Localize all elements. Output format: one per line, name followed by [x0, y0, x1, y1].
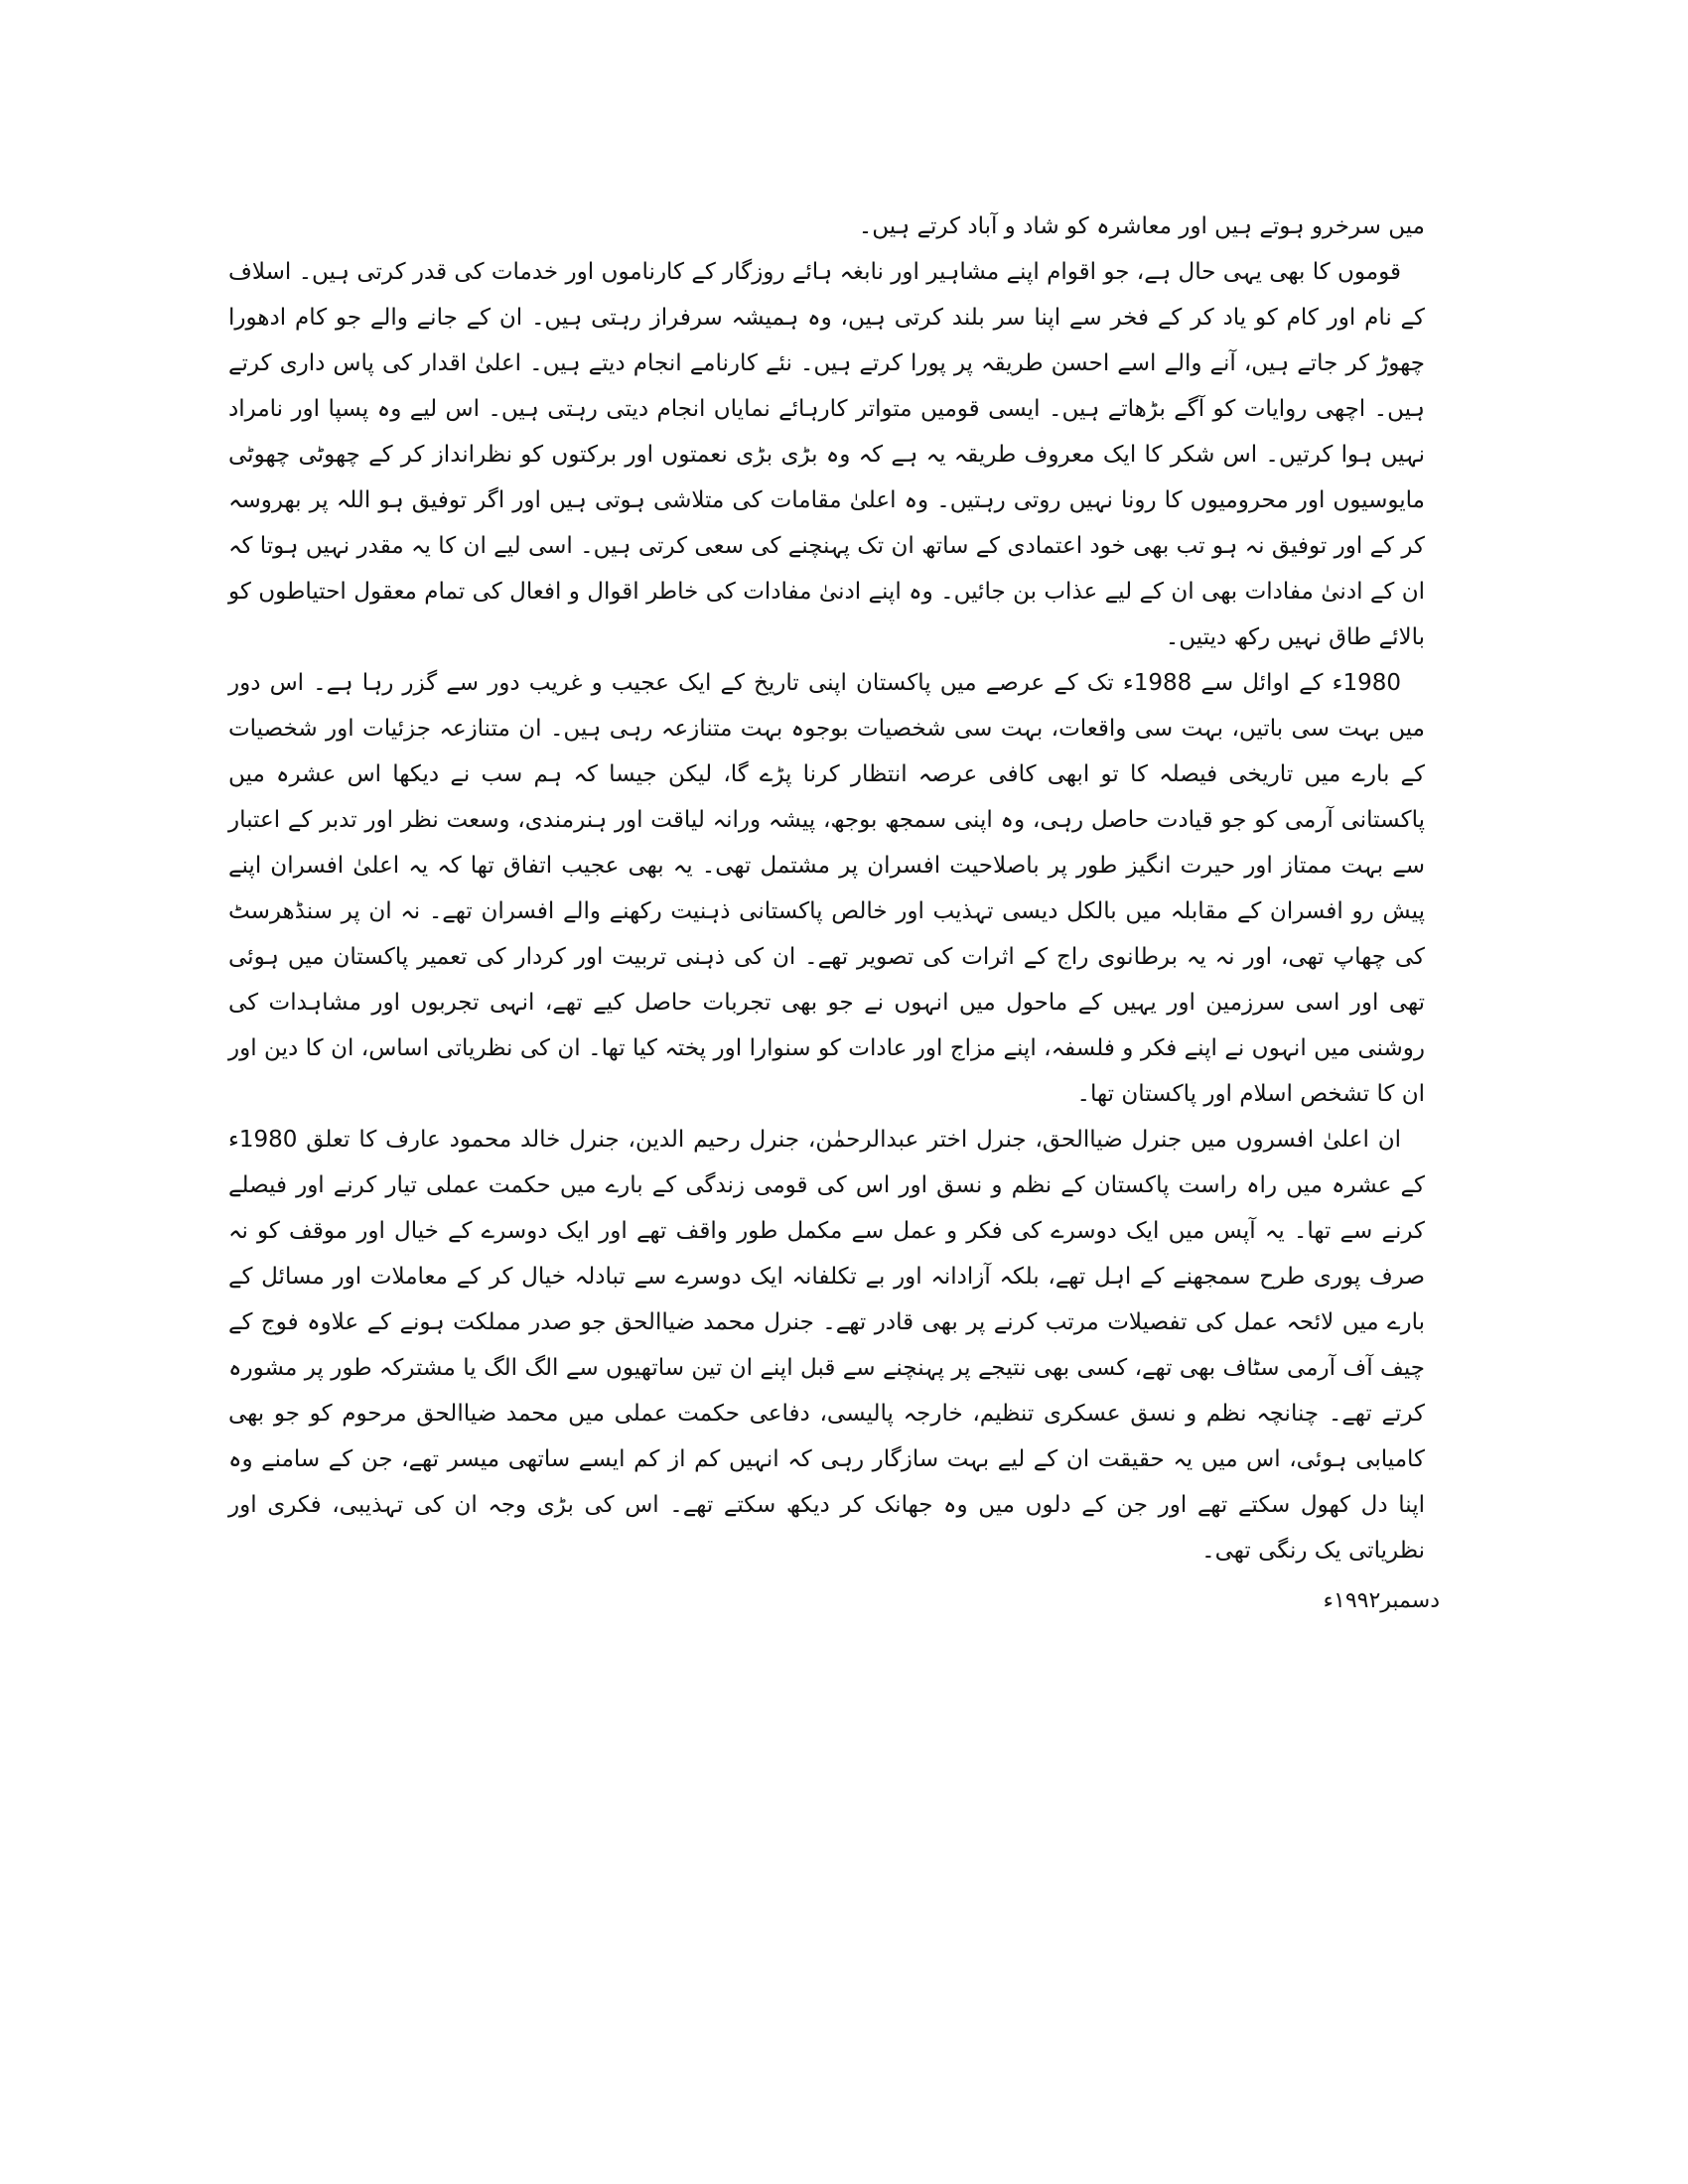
paragraph-nations: قوموں کا بھی یہی حال ہے، جو اقوام اپنے مشاہیر اور نابغہ ہائے روزگار کے کارناموں اور خدمات کی قدر کرتی ہیں۔ اسلاف کے نام اور کام کو یاد کر کے فخر سے اپنا سر بلند کرتی ہیں، وہ ہمیشہ سرفراز رہتی ہیں۔ ان کے جانے والے جو کام ادھورا چھوڑ کر جاتے ہیں، آنے والے اسے احسن طریقہ پر پورا کرتے ہیں۔ نئے کارنامے انجام دیتے ہیں۔ اعلیٰ اقدار کی پاس داری کرتے ہیں۔ اچھی روایات کو آگے بڑھاتے ہیں۔ ایسی قومیں متواتر کارہائے نمایاں انجام دیتی رہتی ہیں۔ اس لیے وہ پسپا اور نامراد نہیں ہوا کرتیں۔ اس شکر کا ایک معروف طریقہ یہ ہے کہ وہ بڑی بڑی نعمتوں اور برکتوں کو نظرانداز کر کے چھوٹی چھوٹی مایوسیوں اور محرومیوں کا رونا نہیں روتی رہتیں۔ وہ اعلیٰ مقامات کی متلاشی ہوتی ہیں اور اگر توفیق ہو اللہ پر بھروسہ کر کے اور توفیق نہ ہو تب بھی خود اعتمادی کے ساتھ ان تک پہنچنے کی سعی کرتی ہیں۔ اسی لیے ان کا یہ مقدر نہیں ہوتا کہ ان کے ادنیٰ مفادات بھی ان کے لیے عذاب بن جائیں۔ وہ اپنے ادنیٰ مفادات کی خاطر اقوال و افعال کی تمام معقول احتیاطوں کو بالائے طاق نہیں رکھ دیتیں۔ — [228, 259, 1425, 650]
paragraph-army-leadership: 1980ء کے اوائل سے 1988ء تک کے عرصے میں پاکستان اپنی تاریخ کے ایک عجیب و غریب دور سے گزر رہا ہے۔ اس دور میں بہت سی باتیں، بہت سی واقعات، بہت سی شخصیات بوجوہ بہت متنازعہ رہی ہیں۔ ان متنازعہ جزئیات اور شخصیات کے بارے میں تاریخی فیصلہ کا تو ابھی کافی عرصہ انتظار کرنا پڑے گا، لیکن جیسا کہ ہم سب نے دیکھا اس عشرہ میں پاکستانی آرمی کو جو قیادت حاصل رہی، وہ اپنی سمجھ بوجھ، پیشہ ورانہ لیاقت اور ہنرمندی، وسعت نظر اور تدبر کے اعتبار سے بہت ممتاز اور حیرت انگیز طور پر باصلاحیت افسران پر مشتمل تھی۔ یہ بھی عجیب اتفاق تھا کہ یہ اعلیٰ افسران اپنے پیش رو افسران کے مقابلہ میں بالکل دیسی تہذیب اور خالص پاکستانی ذہنیت رکھنے والے افسران تھے۔ نہ ان پر سنڈھرسٹ کی چھاپ تھی، اور نہ یہ برطانوی راج کے اثرات کی تصویر تھے۔ ان کی ذہنی تربیت اور کردار کی تعمیر پاکستان میں ہوئی تھی اور اسی سرزمین اور یہیں کے ماحول میں انہوں نے جو بھی تجربات حاصل کیے تھے، انہی تجربوں اور مشاہدات کی روشنی میں انہوں نے اپنے فکر و فلسفہ، اپنے مزاج اور عادات کو سنوارا اور پختہ کیا تھا۔ ان کی نظریاتی اساس، ان کا دین اور ان کا تشخص اسلام اور پاکستان تھا۔ — [228, 670, 1425, 1107]
paragraph-continuation: میں سرخرو ہوتے ہیں اور معاشرہ کو شاد و آباد کرتے ہیں۔ — [858, 213, 1425, 239]
document-date: دسمبر۱۹۹۲ء — [1323, 1588, 1440, 1613]
body-text — [228, 204, 1425, 1573]
paragraph-generals: ان اعلیٰ افسروں میں جنرل ضیاالحق، جنرل اختر عبدالرحمٰن، جنرل رحیم الدین، جنرل خالد محمود عارف کا تعلق 1980ء کے عشرہ میں راہ راست پاکستان کے نظم و نسق اور اس کی قومی زندگی کے بارے میں حکمت عملی تیار کرنے اور فیصلے کرنے سے تھا۔ یہ آپس میں ایک دوسرے کی فکر و عمل سے مکمل طور واقف تھے اور ایک دوسرے کے خیال اور موقف کو نہ صرف پوری طرح سمجھنے کے اہل تھے، بلکہ آزادانہ اور بے تکلفانہ ایک دوسرے سے تبادلہ خیال کر کے معاملات اور مسائل کے بارے میں لائحہ عمل کی تفصیلات مرتب کرنے پر بھی قادر تھے۔ جنرل محمد ضیاالحق جو صدر مملکت ہونے کے علاوہ فوج کے چیف آف آرمی سٹاف بھی تھے، کسی بھی نتیجے پر پہنچنے سے قبل اپنے ان تین ساتھیوں سے الگ الگ یا مشترکہ طور پر مشورہ کرتے تھے۔ چنانچہ نظم و نسق عسکری تنظیم، خارجہ پالیسی، دفاعی حکمت عملی میں محمد ضیاالحق مرحوم کو جو بھی کامیابی ہوئی، اس میں یہ حقیقت ان کے لیے بہت سازگار رہی کہ انہیں کم از کم ایسے ساتھی میسر تھے، جن کے سامنے وہ اپنا دل کھول سکتے تھے اور جن کے دلوں میں وہ جھانک کر دیکھ سکتے تھے۔ اس کی بڑی وجہ ان کی تہذیبی، فکری اور نظریاتی یک رنگی تھی۔ — [228, 1127, 1425, 1564]
